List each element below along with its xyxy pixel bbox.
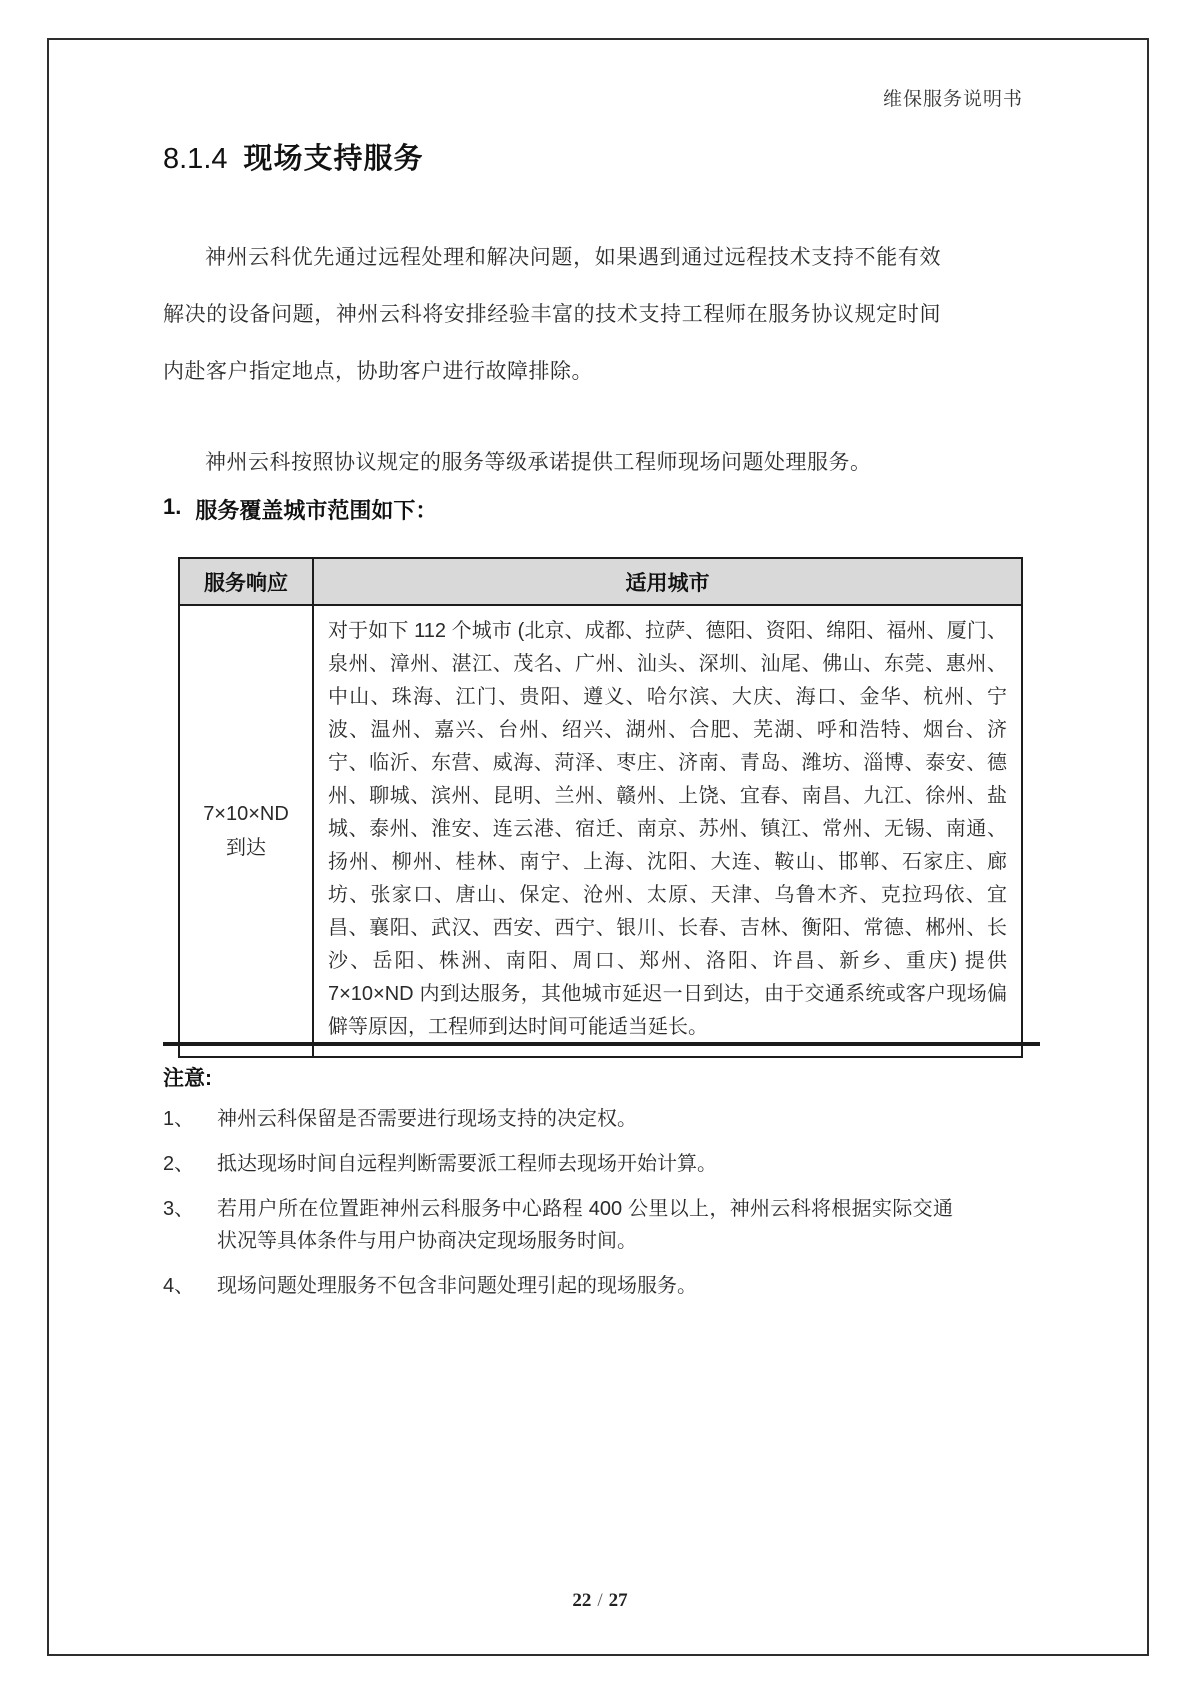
page-separator: /: [597, 1590, 603, 1611]
list-heading-number: 1.: [163, 494, 182, 519]
note-item: [163, 1103, 953, 1135]
note-number: 3、: [163, 1198, 195, 1220]
note-number: 1、: [163, 1108, 195, 1130]
service-coverage-table: [178, 557, 1023, 1058]
paragraph-remote-support: 神州云科优先通过远程处理和解决问题，如果遇到通过远程技术支持不能有效解决的设备问题，神州云科将安排经验丰富的技术支持工程师在服务协议规定时间内赴客户指定地点，协助客户进行故障排除。: [163, 246, 941, 383]
horizontal-divider: [163, 1042, 1040, 1046]
section-title: 现场支持服务: [243, 143, 424, 175]
table-header-row: [179, 558, 1022, 605]
current-page: 22: [572, 1590, 592, 1611]
paragraph-service-level: 神州云科按照协议规定的服务等级承诺提供工程师现场问题处理服务。: [205, 451, 872, 474]
note-text: 若用户所在位置距神州云科服务中心路程 400 公里以上，神州云科将根据实际交通状况等具体条件与用户协商决定现场服务时间。: [217, 1198, 953, 1252]
response-cell: [179, 605, 313, 1057]
note-item: [163, 1148, 953, 1180]
note-number: 4、: [163, 1275, 195, 1297]
note-text: 现场问题处理服务不包含非问题处理引起的现场服务。: [217, 1275, 697, 1297]
note-item: [163, 1270, 953, 1302]
table-header-cities: 适用城市: [313, 558, 1022, 605]
table-row: [179, 605, 1022, 1057]
note-text: 神州云科保留是否需要进行现场支持的决定权。: [217, 1108, 637, 1130]
section-heading: [163, 136, 424, 177]
notes-list: [163, 1103, 953, 1315]
cities-cell: 对于如下 112 个城市 (北京、成都、拉萨、德阳、资阳、绵阳、福州、厦门、泉州、漳州、湛江、茂名、广州、汕头、深圳、汕尾、佛山、东莞、惠州、中山、珠海、江门、贵阳、遵义、哈尔滨、大庆、海口、金华、杭州、宁波、温州、嘉兴、台州、绍兴、湖州、合肥、芜湖、呼和浩特、烟台、济宁、临沂、东营、威海、菏泽、枣庄、济南、青岛、潍坊、淄博、泰安、德州、聊城、滨州、昆明、兰州、赣州、上饶、宜春、南昌、九江、徐州、盐城、泰州、淮安、连云港、宿迁、南京、苏州、镇江、常州、无锡、南通、扬州、柳州、桂林、南宁、上海、沈阳、大连、鞍山、邯郸、石家庄、廊坊、张家口、唐山、保定、沧州、太原、天津、乌鲁木齐、克拉玛依、宜昌、襄阳、武汉、西安、西宁、银川、长春、吉林、衡阳、常德、郴州、长沙、岳阳、株洲、南阳、周口、郑州、洛阳、许昌、新乡、重庆) 提供 7×10×ND 内到达服务，其他城市延迟一日到达，由于交通系统或客户现场偏僻等原因，工程师到达时间可能适当延长。: [313, 605, 1022, 1057]
note-number: 2、: [163, 1153, 195, 1175]
note-text: 抵达现场时间自远程判断需要派工程师去现场开始计算。: [217, 1153, 717, 1175]
list-heading-text: 服务覆盖城市范围如下：: [195, 498, 438, 523]
document-header-title: 维保服务说明书: [882, 89, 1023, 110]
list-heading-service-coverage: [163, 494, 437, 525]
notes-heading: 注意:: [163, 1067, 212, 1090]
response-arrival: 到达: [226, 837, 266, 859]
total-pages: 27: [608, 1590, 628, 1611]
table-header-response: 服务响应: [179, 558, 313, 605]
note-item: [163, 1193, 953, 1257]
page-number: [0, 1590, 1200, 1612]
section-number: 8.1.4: [163, 143, 228, 175]
response-sla: 7×10×ND: [203, 803, 289, 825]
